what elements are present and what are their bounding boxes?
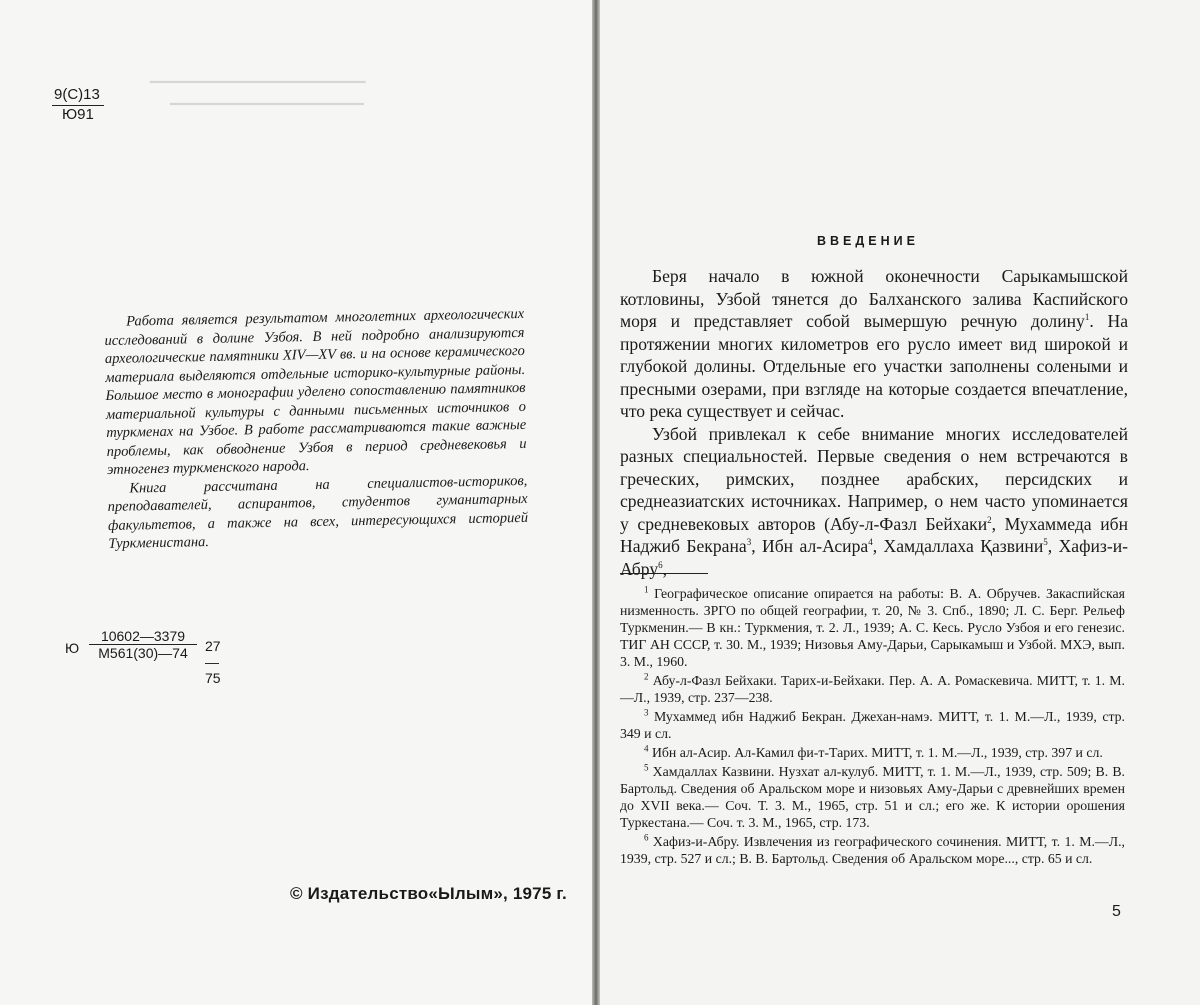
index-fraction [89,628,197,661]
footnote-ref: 1 [1084,312,1090,323]
body-paragraph: Беря начало в южной оконечности Сарыкамышской котловины, Узбой тянется до Балханского залива Каспийского моря и представляет собой вымершую речную долину$^1$. На протяжении многих километров его русло имеет вид широкой и глубокой долины. Отдельные его участки заполнены солеными и пресными озерами, при взгляде на которые создается впечатление, что река существует и сейчас. [620,266,1129,421]
book-spine-gutter [592,0,600,1005]
footnote: $^4$ Ибн ал-Асир. Ал-Камил фи-т-Тарих. МИТТ, т. 1. М.—Л., 1939, стр. 397 и сл. [644,743,1103,760]
footnote-mark: 3 [644,707,649,718]
footnote-mark: 5 [644,762,649,773]
abstract-paragraph: Книга рассчитана на специалистов-историков, преподавателей, аспирантов, студентов гуманитарных факультетов, а также на всех, интересующихся историей Туркменистана. [107,472,529,552]
bbk-classification [52,86,104,124]
index-suffix: 27—75 [205,638,221,686]
footnote-mark: 1 [644,584,649,595]
footnote-ref: 5 [1043,537,1048,548]
index-prefix: Ю [65,640,80,656]
footnote-ref: 3 [746,537,752,548]
chapter-heading: ВВЕДЕНИЕ [817,234,919,248]
footnote-ref: 2 [987,514,992,525]
footnote: $^2$ Абу-л-Фазл Бейхаки. Тарих-и-Бейхаки. Пер. А. А. Ромаскевича. МИТТ, т. 1. М.—Л., 1939, стр. 237—238. [620,671,1125,705]
left-page [0,0,592,1005]
footnote-ref: 6 [658,559,663,570]
page-number: 5 [1112,903,1121,920]
footnote-separator [620,573,708,574]
show-through-text: ▔▔▔▔▔▔▔▔▔▔▔▔▔▔▔▔▔▔▔▔ [150,83,366,98]
show-through-text: ▔▔▔▔▔▔▔▔▔▔▔▔▔▔▔▔▔▔ [170,105,364,120]
footnote: $^6$ Хафиз-и-Абру. Извлечения из географического сочинения. МИТТ, т. 1. М.—Л., 1939, стр. 527 и сл.; В. В. Бартольд. Сведения об Аральском море..., стр. 65 и сл. [620,832,1125,866]
index-denominator: М561(30)—74 [98,645,188,661]
footnote-mark: 2 [644,671,649,682]
copyright-line: © Издательство«Ылым», 1975 г. [290,884,567,903]
footnote: $^5$ Хамдаллах Казвини. Нузхат ал-кулуб. МИТТ, т. 1. М.—Л., 1939, стр. 509; В. В. Бартольд. Сведения об Аральском море и низовьях Аму-Дарьи с древнейших времен до XVII века.— Соч. Т. 3. М., 1965, стр. 51 и сл.; его же. К истории орошения Туркестана.— Соч. т. 3. М., 1965, стр. 173. [620,762,1125,830]
footnote-ref: 4 [868,537,873,548]
introduction-body [620,265,1128,580]
bbk-numerator: 9(С)13 [52,86,104,106]
abstract-paragraph: Работа является результатом многолетних археологических исследований в долине Узбоя. В ней подробно анализируются археологические памятники XIV—XV вв. и на основе керамического материала выделяются отдельные историко-культурные районы. Большое место в монографии уделено сопоставлению памятников материальной культуры с данными письменных источников о туркменах на Узбое. В работе рассматриваются такие важные проблемы, как обводнение Узбоя в период средневековья и этногенез туркменского народа. [104,305,527,478]
bbk-denominator: Ю91 [62,106,94,123]
footnote: $^1$ Географическое описание опирается на работы: В. А. Обручев. Закаспийская низменность. ЗРГО по общей географии, т. 20, № 3. Спб., 1890; Л. С. Берг. Рельеф Туркменин.— В кн.: Туркмения, т. 2. Л., 1939; А. С. Кесь. Русло Узбоя и его генезис. ТИГ АН СССР, т. 30. М., 1939; Низовья Аму-Дарьи, Сарыкамыш и Узбой. МХЭ, вып. 3. М., 1960. [620,584,1125,669]
book-abstract [104,305,529,554]
index-numerator: 10602—3379 [89,628,197,645]
footnotes [620,585,1125,869]
footnote: $^3$ Мухаммед ибн Наджиб Бекран. Джехан-намэ. МИТТ, т. 1. М.—Л., 1939, стр. 349 и сл. [620,707,1125,741]
footnote-mark: 6 [644,832,649,843]
body-paragraph: Узбой привлекал к себе внимание многих исследователей разных специальностей. Первые сведения о нем встречаются в греческих, римских, позднее арабских, персидских и среднеазиатских источниках. Например, о нем часто упоминается у средневековых авторов (Абу-л-Фазл Бейхаки$^2$, Мухаммеда ибн Наджиб Бекрана$^3$, Ибн ал-Асира$^4$, Хамдаллаха Қазвини$^5$, Хафиз-и-Абру$^6$, [620,423,1128,579]
footnote-mark: 4 [644,743,649,754]
